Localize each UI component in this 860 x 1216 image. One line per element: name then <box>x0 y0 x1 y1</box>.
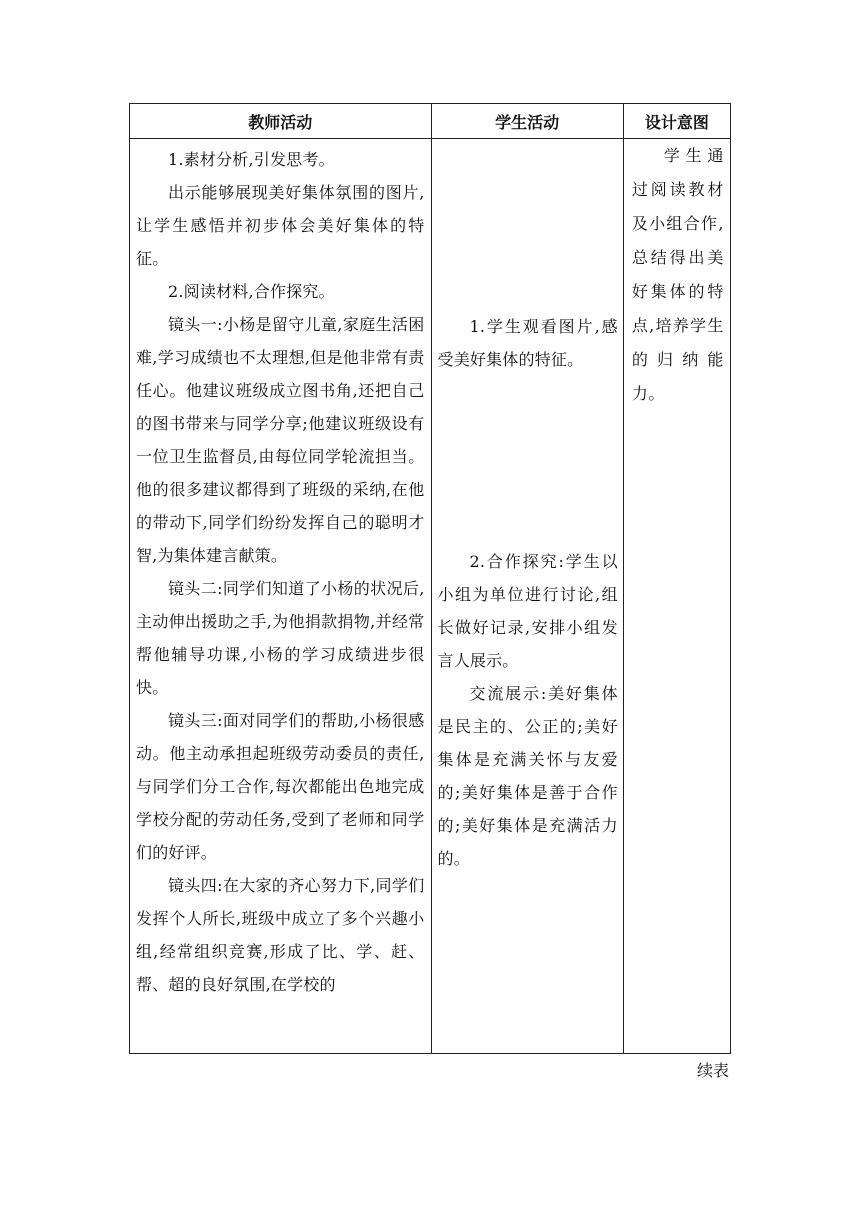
teacher-activity-cell <box>130 139 432 1054</box>
teacher-step-1: 1.素材分析,引发思考。 <box>168 150 335 169</box>
teacher-step-2: 2.阅读材料,合作探究。 <box>168 282 335 301</box>
teacher-scene-1: 镜头一:小杨是留守儿童,家庭生活困难,学习成绩也不太理想,但是他非常有责任心。他建议班级成立图书角,还把自己的图书带来与同学分享;他建议班级设有一位卫生监督员,由每位同学轮流担当。他的很多建议都得到了班级的采纳,在他的带动下,同学们纷纷发挥自己的聪明才智,为集体建言献策。 <box>136 315 425 565</box>
teacher-scene-2: 镜头二:同学们知道了小杨的状况后,主动伸出援助之手,为他捐款捐物,并经常帮他辅导功课,小杨的学习成绩进步很快。 <box>136 579 425 697</box>
content-row <box>130 139 731 1054</box>
student-step-2: 2.合作探究:学生以小组为单位进行讨论,组长做好记录,安排小组发言人展示。 <box>437 552 618 670</box>
header-row <box>130 104 731 139</box>
continued-table-label: 续表 <box>697 1061 730 1080</box>
header-student-activity: 学生活动 <box>431 104 623 139</box>
header-teacher-activity: 教师活动 <box>130 104 432 139</box>
header-design-intent: 设计意图 <box>623 104 730 139</box>
design-intent-text: 学生通过阅读教材及小组合作,总结得出美好集体的特点,培养学生的归纳能力。 <box>631 146 724 403</box>
student-exchange-display: 交流展示:美好集体是民主的、公正的;美好集体是充满关怀与友爱的;美好集体是善于合作的;美好集体是充满活力的。 <box>437 684 618 868</box>
teacher-step-1-detail: 出示能够展现美好集体氛围的图片,让学生感悟并初步体会美好集体的特征。 <box>136 183 425 268</box>
design-intent-cell <box>623 139 730 1054</box>
teacher-scene-3: 镜头三:面对同学们的帮助,小杨很感动。他主动承担起班级劳动委员的责任,与同学们分工合作,每次都能出色地完成学校分配的劳动任务,受到了老师和同学们的好评。 <box>136 711 425 862</box>
lesson-plan-table <box>129 103 731 1054</box>
student-step-1: 1.学生观看图片,感受美好集体的特征。 <box>437 317 618 369</box>
teacher-scene-4: 镜头四:在大家的齐心努力下,同学们发挥个人所长,班级中成立了多个兴趣小组,经常组织竞赛,形成了比、学、赶、帮、超的良好氛围,在学校的 <box>136 876 425 994</box>
student-activity-cell <box>431 139 623 1054</box>
